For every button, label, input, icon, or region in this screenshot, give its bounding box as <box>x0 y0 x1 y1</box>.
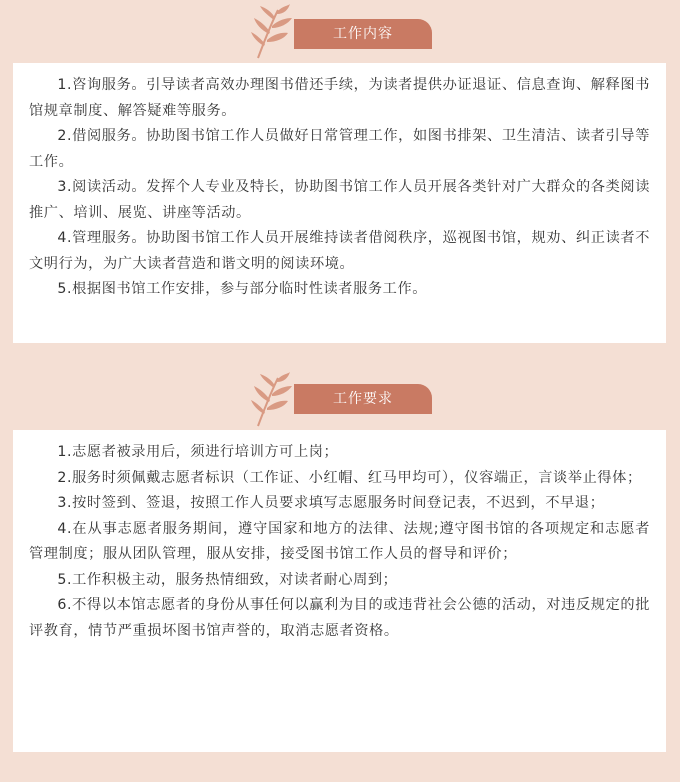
work-requirement-item: 2.服务时须佩戴志愿者标识（工作证、小红帽、红马甲均可），仪容端正，言谈举止得体； <box>57 469 642 486</box>
work-content-card <box>13 63 666 343</box>
work-requirement-item: 5.工作积极主动，服务热情细致，对读者耐心周到； <box>57 571 398 588</box>
section-title-tag: 工作内容 <box>294 19 432 49</box>
work-content-item: 1.咨询服务。引导读者高效办理图书借还手续，为读者提供办证退证、信息查询、解释图书馆规章制度、解答疑难等服务。 <box>29 77 650 119</box>
work-content-item: 4.管理服务。协助图书馆工作人员开展维持读者借阅秩序，巡视图书馆，规劝、纠正读者不文明行为，为广大读者营造和谐文明的阅读环境。 <box>29 230 650 272</box>
work-requirement-item: 6.不得以本馆志愿者的身份从事任何以赢利为目的或违背社会公德的活动，对违反规定的批评教育，情节严重损坏图书馆声誉的，取消志愿者资格。 <box>29 597 650 639</box>
work-requirements-card <box>13 430 666 752</box>
work-content-item: 5.根据图书馆工作安排，参与部分临时性读者服务工作。 <box>57 281 428 297</box>
work-requirement-item: 1.志愿者被录用后，须进行培训方可上岗； <box>57 444 339 460</box>
section-heading-work-content <box>0 4 680 60</box>
work-content-item: 3.阅读活动。发挥个人专业及特长，协助图书馆工作人员开展各类针对广大群众的各类阅读推广、培训、展览、讲座等活动。 <box>29 179 650 221</box>
work-content-item: 2.借阅服务。协助图书馆工作人员做好日常管理工作，如图书排架、卫生清洁、读者引导等工作。 <box>29 128 650 170</box>
work-requirement-item: 3.按时签到、签退，按照工作人员要求填写志愿服务时间登记表，不迟到，不早退； <box>57 495 605 511</box>
section-title-tag: 工作要求 <box>294 384 432 414</box>
section-heading-work-requirements <box>0 372 680 428</box>
work-requirement-item: 4.在从事志愿者服务期间，遵守国家和地方的法律、法规;遵守图书馆的各项规定和志愿者管理制度；服从团队管理，服从安排，接受图书馆工作人员的督导和评价； <box>29 520 650 562</box>
